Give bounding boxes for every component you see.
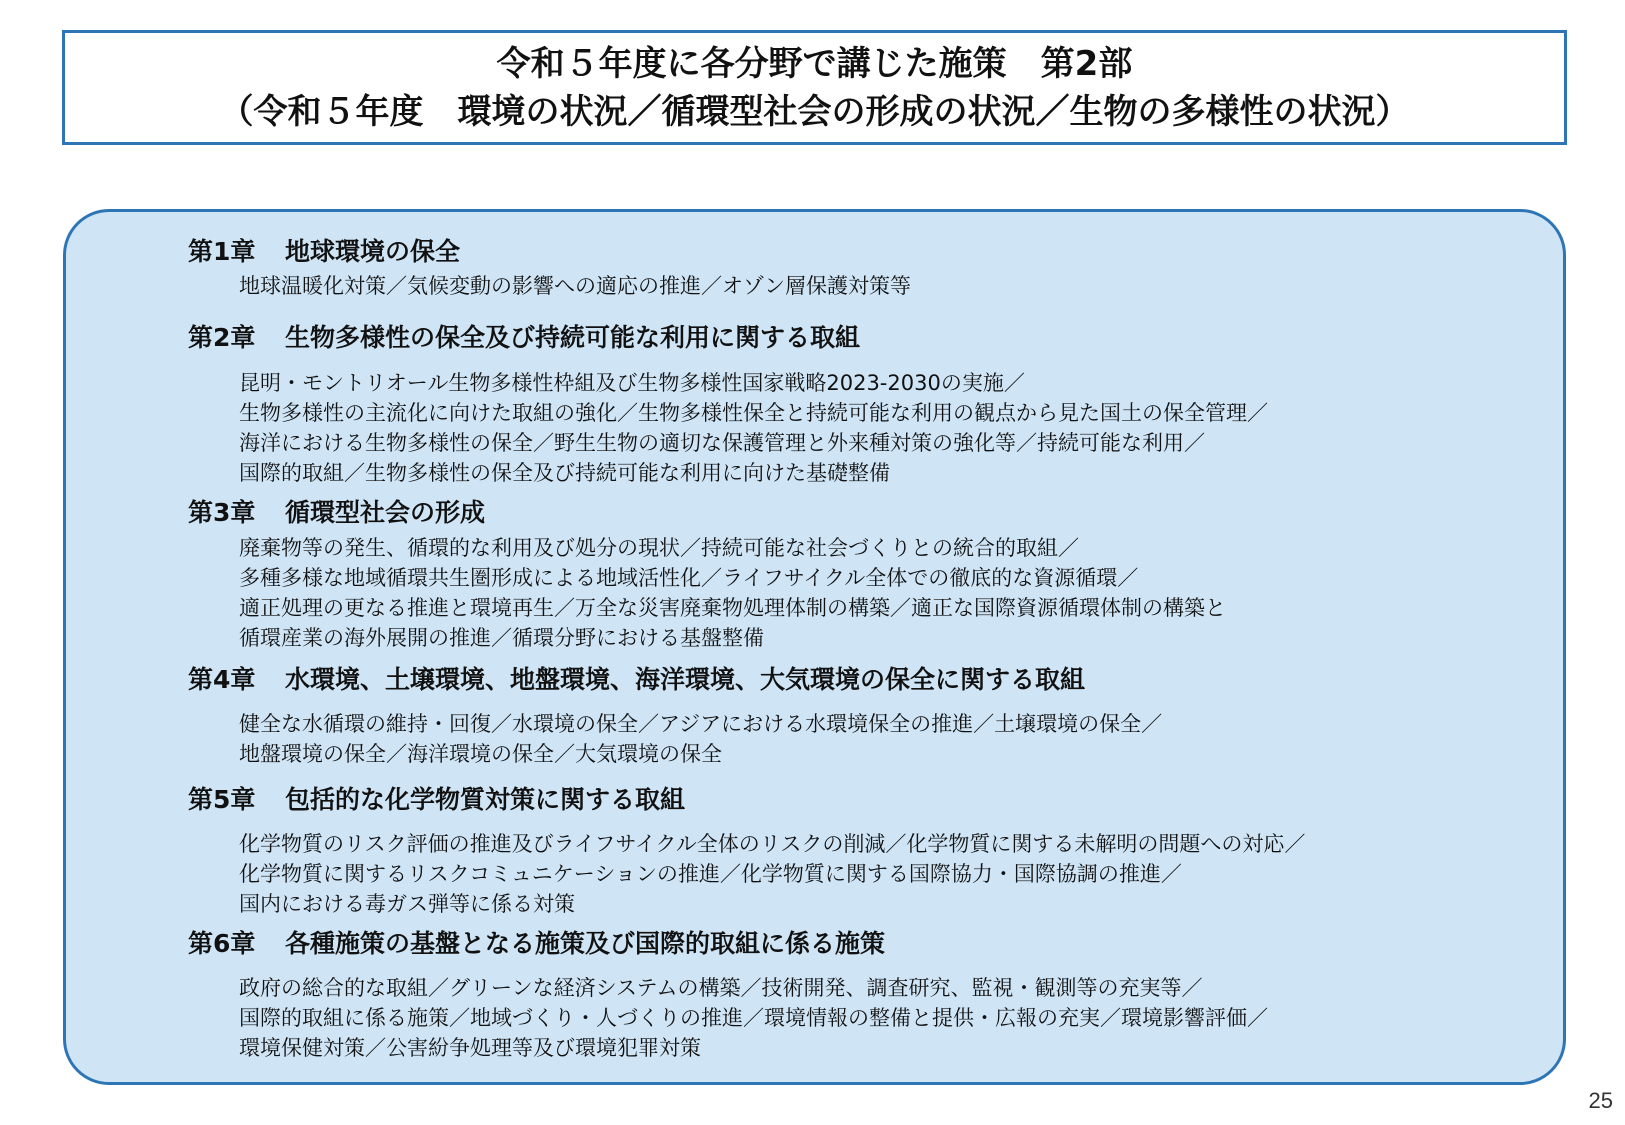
chapter-title: 包括的な化学物質対策に関する取組 xyxy=(285,785,686,814)
chapter-title: 水環境、土壌環境、地盤環境、海洋環境、大気環境の保全に関する取組 xyxy=(285,665,1086,694)
chapter-title: 地球環境の保全 xyxy=(285,237,461,266)
chapter-items xyxy=(239,829,1305,919)
chapter-item-line: 地盤環境の保全／海洋環境の保全／大気環境の保全 xyxy=(239,742,722,766)
chapter-number: 第4章 xyxy=(188,665,256,694)
chapter-items xyxy=(239,973,1268,1063)
title-box xyxy=(62,30,1567,145)
chapter-heading xyxy=(188,236,460,268)
chapter-item-line: 海洋における生物多様性の保全／野生生物の適切な保護管理と外来種対策の強化等／持続可能な利用／ xyxy=(239,431,1205,455)
chapter-title: 循環型社会の形成 xyxy=(285,498,486,527)
chapter-items xyxy=(239,368,1268,488)
chapter-items xyxy=(239,271,911,301)
chapter-items xyxy=(239,709,1162,769)
title-line-2: （令和５年度 環境の状況／循環型社会の形成の状況／生物の多様性の状況） xyxy=(219,91,1410,132)
chapter-item-line: 多種多様な地域循環共生圏形成による地域活性化／ライフサイクル全体での徹底的な資源循環／ xyxy=(239,566,1139,590)
chapter-title: 生物多様性の保全及び持続可能な利用に関する取組 xyxy=(285,323,861,352)
chapter-number: 第1章 xyxy=(188,237,256,266)
chapter-item-line: 化学物質のリスク評価の推進及びライフサイクル全体のリスクの削減／化学物質に関する未解明の問題への対応／ xyxy=(239,832,1306,856)
chapter-item-line: 廃棄物等の発生、循環的な利用及び処分の現状／持続可能な社会づくりとの統合的取組／ xyxy=(239,536,1079,560)
chapter-title: 各種施策の基盤となる施策及び国際的取組に係る施策 xyxy=(285,929,886,958)
chapter-item-line: 地球温暖化対策／気候変動の影響への適応の推進／オゾン層保護対策等 xyxy=(239,274,911,298)
chapter-items xyxy=(239,533,1226,653)
chapter-item-line: 健全な水循環の維持・回復／水環境の保全／アジアにおける水環境保全の推進／土壌環境の保全／ xyxy=(239,712,1163,736)
chapter-item-line: 政府の総合的な取組／グリーンな経済システムの構築／技術開発、調査研究、監視・観測等の充実等／ xyxy=(239,976,1203,1000)
chapter-item-line: 生物多様性の主流化に向けた取組の強化／生物多様性保全と持続可能な利用の観点から見た国土の保全管理／ xyxy=(239,401,1268,425)
chapter-item-line: 環境保健対策／公害紛争処理等及び環境犯罪対策 xyxy=(239,1036,701,1060)
chapter-number: 第3章 xyxy=(188,498,256,527)
chapter-item-line: 国内における毒ガス弾等に係る対策 xyxy=(239,892,575,916)
chapter-item-line: 国際的取組に係る施策／地域づくり・人づくりの推進／環境情報の整備と提供・広報の充実／環境影響評価／ xyxy=(239,1006,1268,1030)
chapter-heading xyxy=(188,322,860,354)
chapter-number: 第5章 xyxy=(188,785,256,814)
chapters-panel xyxy=(63,209,1566,1085)
chapter-heading xyxy=(188,497,485,529)
chapter-number: 第2章 xyxy=(188,323,256,352)
page-number: 25 xyxy=(1588,1088,1613,1113)
title-line-1: 令和５年度に各分野で講じた施策 第2部 xyxy=(496,43,1133,84)
chapter-heading xyxy=(188,928,885,960)
chapter-item-line: 化学物質に関するリスクコミュニケーションの推進／化学物質に関する国際協力・国際協調の推進／ xyxy=(239,862,1182,886)
chapter-item-line: 昆明・モントリオール生物多様性枠組及び生物多様性国家戦略2023-2030の実施／ xyxy=(239,371,1025,395)
chapter-item-line: 適正処理の更なる推進と環境再生／万全な災害廃棄物処理体制の構築／適正な国際資源循環体制の構築と xyxy=(239,596,1226,620)
chapter-heading xyxy=(188,784,685,816)
chapter-item-line: 国際的取組／生物多様性の保全及び持続可能な利用に向けた基礎整備 xyxy=(239,461,890,485)
chapter-heading xyxy=(188,664,1085,696)
chapter-item-line: 循環産業の海外展開の推進／循環分野における基盤整備 xyxy=(239,626,764,650)
chapter-number: 第6章 xyxy=(188,929,256,958)
